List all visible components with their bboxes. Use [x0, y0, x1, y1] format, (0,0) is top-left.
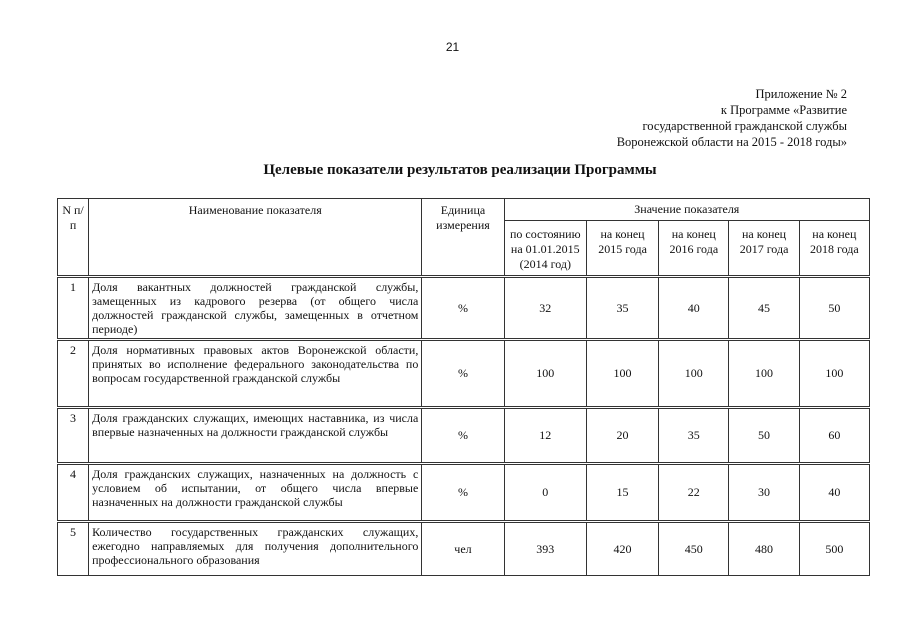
- row-name: Доля гражданских служащих, назначенных на должность с условием об испытании, от общего числа впервые назначенных на должности гражданской службы: [89, 464, 422, 522]
- row-value: 30: [729, 464, 799, 522]
- indicators-table: [57, 198, 870, 576]
- row-value: 50: [799, 277, 869, 340]
- table-row: [58, 464, 870, 522]
- table-row: [58, 522, 870, 576]
- row-num: 1: [58, 277, 89, 340]
- row-unit: чел: [422, 522, 504, 576]
- row-value: 35: [586, 277, 658, 340]
- row-value: 45: [729, 277, 799, 340]
- row-value: 100: [799, 340, 869, 408]
- row-value: 22: [659, 464, 729, 522]
- header-value-group: Значение показателя: [504, 199, 869, 221]
- row-unit: %: [422, 408, 504, 464]
- row-value: 420: [586, 522, 658, 576]
- table-row: [58, 340, 870, 408]
- row-value: 20: [586, 408, 658, 464]
- appendix-line-2: к Программе «Развитие: [720, 103, 847, 117]
- row-unit: %: [422, 464, 504, 522]
- table-row: [58, 277, 870, 340]
- row-value: 15: [586, 464, 658, 522]
- row-value: 100: [659, 340, 729, 408]
- row-num: 4: [58, 464, 89, 522]
- row-num: 3: [58, 408, 89, 464]
- row-value: 0: [504, 464, 586, 522]
- row-value: 35: [659, 408, 729, 464]
- row-num: 5: [58, 522, 89, 576]
- header-year-2017: на конец 2017 года: [729, 221, 799, 277]
- appendix-line-1: Приложение № 2: [755, 87, 847, 101]
- header-unit: Единица измерения: [422, 199, 504, 277]
- row-value: 100: [504, 340, 586, 408]
- header-num: N п/п: [58, 199, 89, 277]
- row-name: Доля нормативных правовых актов Воронежской области, принятых во исполнение федерального законодательства по вопросам государственной гражданской службы: [89, 340, 422, 408]
- appendix-line-4: Воронежской области на 2015 - 2018 годы»: [616, 135, 847, 149]
- header-year-2015: на конец 2015 года: [586, 221, 658, 277]
- document-title: Целевые показатели результатов реализации Программы: [263, 162, 657, 178]
- table-row: [58, 408, 870, 464]
- row-name: Доля гражданских служащих, имеющих наставника, из числа впервые назначенных на должности гражданской службы: [89, 408, 422, 464]
- row-value: 40: [799, 464, 869, 522]
- row-value: 393: [504, 522, 586, 576]
- row-value: 480: [729, 522, 799, 576]
- header-year-2014: по состоянию на 01.01.2015 (2014 год): [504, 221, 586, 277]
- row-unit: %: [422, 340, 504, 408]
- appendix-note: [617, 86, 847, 150]
- row-value: 60: [799, 408, 869, 464]
- row-value: 450: [659, 522, 729, 576]
- row-value: 40: [659, 277, 729, 340]
- header-name: Наименование показателя: [89, 199, 422, 277]
- row-value: 100: [586, 340, 658, 408]
- header-year-2018: на конец 2018 года: [799, 221, 869, 277]
- row-value: 500: [799, 522, 869, 576]
- row-name: Количество государственных гражданских служащих, ежегодно направляемых для получения дополнительного профессионального образования: [89, 522, 422, 576]
- row-unit: %: [422, 277, 504, 340]
- header-year-2016: на конец 2016 года: [659, 221, 729, 277]
- row-value: 32: [504, 277, 586, 340]
- row-value: 50: [729, 408, 799, 464]
- appendix-line-3: государственной гражданской службы: [642, 119, 847, 133]
- page-number: 21: [445, 40, 460, 54]
- row-num: 2: [58, 340, 89, 408]
- row-value: 100: [729, 340, 799, 408]
- row-name: Доля вакантных должностей гражданской службы, замещенных из кадрового резерва (от общего числа должностей гражданской службы, замещенных в отчетном периоде): [89, 277, 422, 340]
- row-value: 12: [504, 408, 586, 464]
